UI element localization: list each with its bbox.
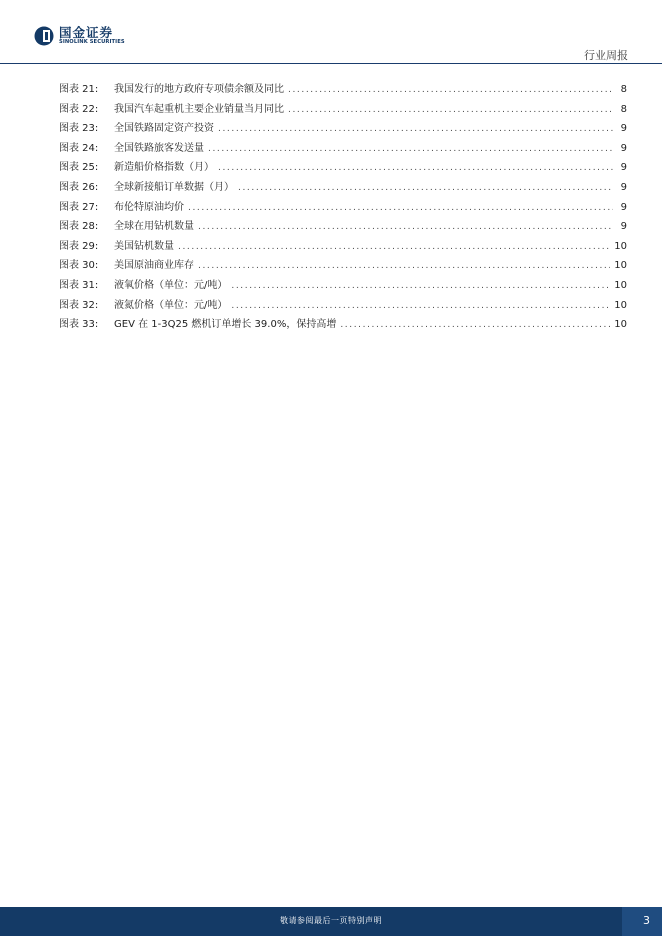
dot-leader	[288, 101, 613, 121]
figure-number: 图表 32:	[59, 299, 99, 311]
dot-leader	[288, 81, 613, 101]
page-reference: 9	[620, 162, 627, 174]
page-reference: 10	[614, 279, 627, 291]
figure-number: 图表 21:	[59, 84, 99, 95]
dot-leader	[231, 277, 610, 297]
table-of-figures	[59, 80, 627, 335]
dot-leader	[218, 120, 613, 140]
page-reference: 9	[620, 221, 627, 233]
logo-english-name: SINOLINK SECURITIES	[59, 39, 125, 45]
dot-leader	[231, 297, 610, 317]
figure-title: 全国铁路固定资产投资	[114, 123, 214, 135]
toc-entry[interactable]	[59, 256, 627, 276]
logo-chinese-name: 国金证券	[59, 25, 114, 40]
document-type: 行业周报	[584, 49, 628, 62]
toc-entry[interactable]	[59, 276, 627, 296]
figure-title: 液氧价格（单位：元/吨）	[114, 279, 228, 291]
figure-number: 图表 27:	[59, 201, 99, 213]
figure-number: 图表 23:	[59, 123, 99, 135]
page-reference: 10	[614, 260, 627, 272]
toc-entry[interactable]	[59, 178, 627, 198]
page-reference: 10	[614, 299, 627, 311]
page-reference: 9	[620, 123, 627, 135]
page-reference: 9	[620, 201, 627, 213]
header-divider	[0, 63, 662, 64]
figure-title: 美国钻机数量	[114, 240, 174, 252]
sinolink-logo-icon	[34, 26, 54, 46]
figure-title: 全国铁路旅客发送量	[114, 142, 204, 154]
toc-entry[interactable]	[59, 198, 627, 218]
figure-title: 全球新接船订单数据（月）	[114, 181, 234, 193]
company-logo	[34, 26, 125, 46]
toc-entry[interactable]	[59, 217, 627, 237]
dot-leader	[218, 159, 613, 179]
page-reference: 10	[614, 240, 627, 252]
disclaimer-notice: 敬请参阅最后一页特别声明	[280, 916, 382, 925]
figure-number: 图表 28:	[59, 221, 99, 233]
figure-title: 美国原油商业库存	[114, 260, 194, 272]
page-reference: 8	[620, 103, 627, 115]
toc-entry[interactable]	[59, 100, 627, 120]
dot-leader	[198, 218, 613, 238]
figure-number: 图表 24:	[59, 142, 99, 154]
dot-leader	[188, 199, 613, 219]
figure-number: 图表 33:	[59, 319, 99, 331]
page-footer	[0, 907, 662, 936]
toc-entry[interactable]	[59, 119, 627, 139]
dot-leader	[178, 238, 610, 258]
figure-title: 全球在用钻机数量	[114, 221, 194, 233]
page-reference: 10	[614, 319, 627, 331]
page-reference: 8	[620, 84, 627, 95]
page-header	[0, 0, 662, 64]
toc-entry[interactable]	[59, 237, 627, 257]
toc-entry[interactable]	[59, 315, 627, 335]
toc-entry[interactable]	[59, 139, 627, 159]
figure-title: 布伦特原油均价	[114, 201, 184, 213]
toc-entry[interactable]	[59, 296, 627, 316]
figure-title: GEV 在 1-3Q25 燃机订单增长 39.0%，保持高增	[114, 319, 337, 331]
figure-title: 我国发行的地方政府专项债余额及同比	[114, 84, 284, 95]
dot-leader	[198, 257, 610, 277]
figure-number: 图表 26:	[59, 181, 99, 193]
page-reference: 9	[620, 181, 627, 193]
figure-number: 图表 29:	[59, 240, 99, 252]
figure-title: 新造船价格指数（月）	[114, 162, 214, 174]
figure-number: 图表 22:	[59, 103, 99, 115]
dot-leader	[340, 316, 610, 336]
figure-title: 液氮价格（单位：元/吨）	[114, 299, 228, 311]
figure-number: 图表 25:	[59, 162, 99, 174]
page-number: 3	[643, 914, 650, 927]
figure-number: 图表 30:	[59, 260, 99, 272]
page-reference: 9	[620, 142, 627, 154]
figure-title: 我国汽车起重机主要企业销量当月同比	[114, 103, 284, 115]
dot-leader	[238, 179, 613, 199]
dot-leader	[208, 140, 613, 160]
toc-entry[interactable]	[59, 80, 627, 100]
figure-number: 图表 31:	[59, 279, 99, 291]
toc-entry[interactable]	[59, 158, 627, 178]
page-number-box	[622, 907, 662, 936]
